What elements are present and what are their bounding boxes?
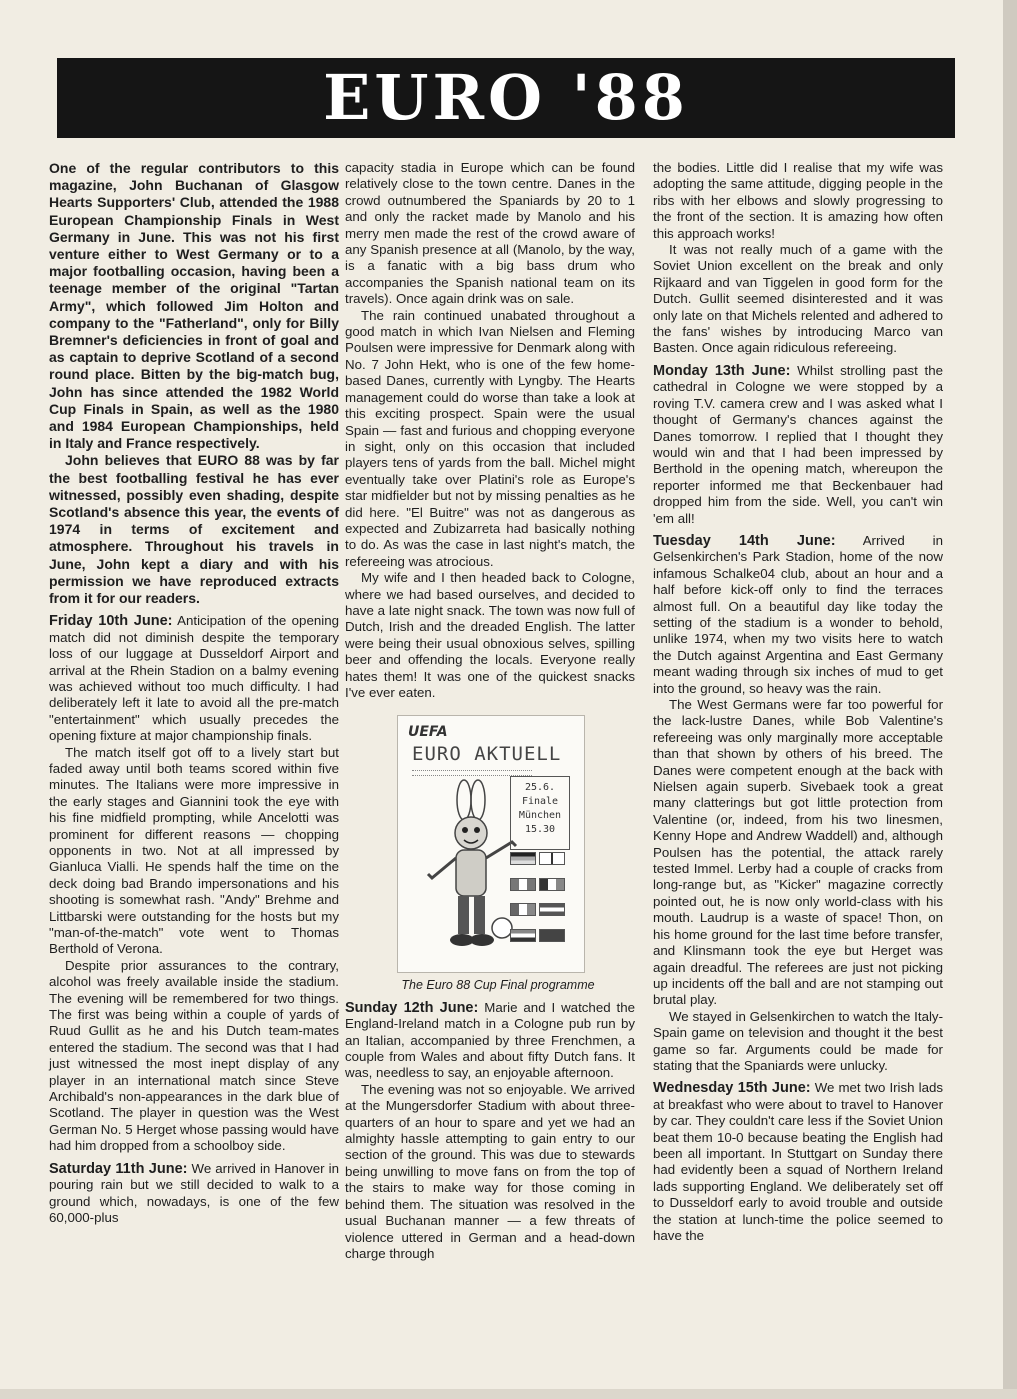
diary-entry-saturday xyxy=(49,1161,339,1227)
entry-text: We arrived in Hanover in pouring rain but we still decided to walk to a ground which, nowadays, is one of the few 60,000-plus xyxy=(49,1160,339,1225)
paragraph: capacity stadia in Europe which can be found relatively close to the town centre. Danes in the crowd outnumbered the Spaniards by 20 to 1 and only the racket made by Manolo and his merry men made the rest of the crowd aware of any Spanish presence at all (Manolo, by the way, is a fanatic with a big bass drum who accompanies the Spanish national team on its travels). Once again drink was on sale. xyxy=(345,160,635,307)
uefa-logo: UEFA xyxy=(408,724,448,741)
date-heading-monday: Monday 13th June: xyxy=(653,362,791,379)
diary-entry-sunday xyxy=(345,1000,635,1082)
programme-city: München xyxy=(518,810,562,822)
date-heading-wednesday: Wednesday 15th June: xyxy=(653,1080,811,1097)
column-1 xyxy=(49,160,339,1226)
diary-entry-tuesday xyxy=(653,533,943,697)
entry-text: Marie and I watched the England-Ireland match in a Cologne pub run by an Italian, accompanied by three Frenchmen, a couple from Wales and about fifty Dutch fans. It was, needless to say, an enjoyable afternoon. xyxy=(345,999,635,1081)
intro-paragraph: One of the regular contributors to this magazine, John Buchanan of Glasgow Hearts Supporters' Club, attended the 1988 European Championship Finals in West Germany in June. This was not his first venture either to West Germany or to a major footballing occasion, having been a teenage member of the original "Tartan Army", which followed Jim Holton and company to the "Fatherland", only for Billy Bremner's deficiencies in front of goal and as captain to deprive Scotland of a second round place. Bitten by the big-match bug, John has since attended the 1982 World Cup Finals in Spain, as well as the 1980 and 1984 European Championships, held in Italy and France respectively. xyxy=(49,160,339,452)
paragraph: the bodies. Little did I realise that my wife was adopting the same attitude, digging people in the ribs with her elbows and slowly progressing to the front of the section. It is amazing how often this approach works! xyxy=(653,160,943,241)
date-heading-friday: Friday 10th June: xyxy=(49,613,173,630)
diary-entry-monday xyxy=(653,363,943,527)
programme-image xyxy=(345,715,635,977)
programme-time: 15.30 xyxy=(524,824,556,836)
paragraph: The West Germans were far too powerful for the lack-lustre Danes, while Bob Valentine's refereeing was only marginally more acceptable than that shown by others of his breed. The Danes were competent enough at the back with Nielsen again superb. Sivebaek took a great many clatterings but got little protection from Valentine (or, indeed, from his two linesmen, Kenny Hope and Andrew Waddell) and, although Poulsen has the potential, the attack rarely tested Immel. Lerby had a couple of cracks from long-range but, as "Kicker" magazine correctly pointed out, he is now only world-class with his mouth. Laudrup is a waste of space! Thon, on his home ground for the last time before transfer, and Klinsmann took the eye but Herget was again dreadful. The referees are just not picking up incidents off the ball and are not stamping out brutal play. xyxy=(653,697,943,1008)
bottom-edge xyxy=(0,1389,1017,1399)
page-title: EURO '88 xyxy=(323,61,689,134)
flag-icon xyxy=(539,852,565,865)
diary-entry-wednesday xyxy=(653,1080,943,1244)
flag-icon xyxy=(539,878,565,891)
entry-text: Anticipation of the opening match did not diminish despite the temporary loss of our luggage at Dusseldorf Airport and arrival at the Rhein Stadion on a balmy evening was achieved without too much difficulty. I had deliberately left it late to avoid all the pre-match "entertainment" which usually precedes the opening fixture at major championship finals. xyxy=(49,613,339,744)
programme-caption: The Euro 88 Cup Final programme xyxy=(401,978,595,993)
team-flags xyxy=(510,852,572,954)
paragraph: My wife and I then headed back to Cologne, where we had based ourselves, and decided to have a late night snack. The town was now full of Dutch, Irish and the dreaded English. The latter were being their usual obnoxious selves, spilling beer and offending the locals. Everyone really hates them! It was one of the quickest snacks I've ever eaten. xyxy=(345,570,635,700)
date-heading-saturday: Saturday 11th June: xyxy=(49,1160,188,1177)
entry-text: We met two Irish lads at breakfast who were about to travel to Hanover by car. They couldn't care less if the Soviet Union beat them 10-0 because beating the English had been all important. In Stuttgart on Sunday there had evidently been a squad of Northern Ireland lads supporting England. We deliberately set off to Dusseldorf early to avoid trouble and outside the station at lunch-time the police seemed to have the xyxy=(653,1080,944,1243)
flag-icon xyxy=(510,878,536,891)
programme-title: EURO AKTUELL xyxy=(412,743,562,766)
page-edge xyxy=(1003,0,1017,1399)
entry-text: Whilst strolling past the cathedral in Cologne we were stopped by a roving T.V. camera crew and I was asked what I thought of Germany's chances against the Danes tomorrow. I replied that I thought they would win and that I had been impressed by Berthold in the opening match, whereupon the reporter informed me that Beckenbauer had dropped him from the side. Well, you can't win 'em all! xyxy=(653,362,943,526)
entry-text: Arrived in Gelsenkirchen's Park Stadion, home of the now infamous Schalke04 club, about an hour and a half before kick-off only to find the terraces almost full. On a beautiful day like today the setting of the stadium is a wonder to behold, unlike 1974, when my two visits here to watch the Dutch against Argentina and East Germany meant wading through six inches of mud to get into the ground, so heavy was the rain. xyxy=(653,532,943,696)
date-heading-sunday: Sunday 12th June: xyxy=(345,999,479,1016)
flag-icon xyxy=(510,929,536,942)
paragraph: Despite prior assurances to the contrary, alcohol was freely available inside the stadium. The evening will be remembered for two things. The first was being within a couple of yards of Ruud Gullit as he and his Dutch team-mates entered the stadium. The second was that I had just witnessed the most inept display of any player in an international match since Steve Archibald's non-appearances in the dark blue of Scotland. The player in question was the West German No. 5 Herget whose passing would have had him dropped from a schoolboy side. xyxy=(49,957,339,1154)
programme-date: 25.6. xyxy=(524,782,556,794)
flag-icon xyxy=(510,903,536,916)
paragraph: It was not really much of a game with the Soviet Union excellent on the break and only Rijkaard and van Tiggelen in good form for the Dutch. Gullit seemed disinterested and it was only late on that Michels relented and adhered to the fans' wishes by introducing Marco van Basten. Once again ridiculous refereeing. xyxy=(653,242,943,356)
date-heading-tuesday: Tuesday 14th June: xyxy=(653,532,836,549)
flag-icon xyxy=(539,929,565,942)
paragraph: We stayed in Gelsenkirchen to watch the Italy-Spain game on television and thought it the best game so far. Arguments could be made for stating that the Spaniards were unlucky. xyxy=(653,1008,943,1073)
paragraph: The evening was not so enjoyable. We arrived at the Mungersdorfer Stadium with about three-quarters of an hour to spare and yet we had an almighty hassle attempting to gain entry to our section of the ground. This was due to stewards being unwilling to move fans on from the top of the stairs to make way for those coming in behind them. The situation was resolved in the usual Buchanan manner — a few threats of violence uttered in German and a head-down charge through xyxy=(345,1081,635,1261)
diary-entry-friday xyxy=(49,613,339,744)
intro-paragraph-2: John believes that EURO 88 was by far the best footballing festival he has ever witnessed, possibly even shading, despite Scotland's absence this year, the events of 1974 in terms of excitement and atmosphere. Throughout his travels in June, John kept a diary and with his permission we have reproduced extracts from it for our readers. xyxy=(49,452,339,607)
column-2 xyxy=(345,160,635,1262)
paragraph: The match itself got off to a lively start but faded away until both teams scored within five minutes. The Italians were more impressive in the early stages and Giannini took the eye with his fine midfield prompting, while Ancelotti was prominent for different reasons — chopping opponents in two. Not at all impressed by Gianluca Vialli. He spends half the time on the deck doing bad Brando impersonations and his shooting is somewhat rash. "Andy" Brehme and Littbarski were outstanding for the hosts but my "man-of-the-match" vote went to Thomas Berthold of Verona. xyxy=(49,744,339,957)
flag-icon xyxy=(510,852,536,865)
column-3 xyxy=(653,160,943,1244)
paragraph: The rain continued unabated throughout a good match in which Ivan Nielsen and Fleming Poulsen were impressive for Denmark along with No. 7 John Hekt, who is one of the few home-based Danes, currently with Lyngby. The Hearts management could do worse than take a look at this exciting prospect. Spain were the usual Spain — fast and furious and chopping everyone in sight, only on this occasion that included players tens of yards from the ball. Michel might eventually take over Platini's role as Europe's star midfielder but not by missing penalties as he did here. "El Buitre" was not as dangerous as expected and Zubizarreta had basically nothing to do. As was the case in last night's match, the refereeing was atrocious. xyxy=(345,307,635,569)
title-banner xyxy=(57,58,955,138)
programme-event: Finale xyxy=(521,796,559,808)
flag-icon xyxy=(539,903,565,916)
programme-cover xyxy=(397,715,585,973)
programme-date-box xyxy=(510,776,570,850)
